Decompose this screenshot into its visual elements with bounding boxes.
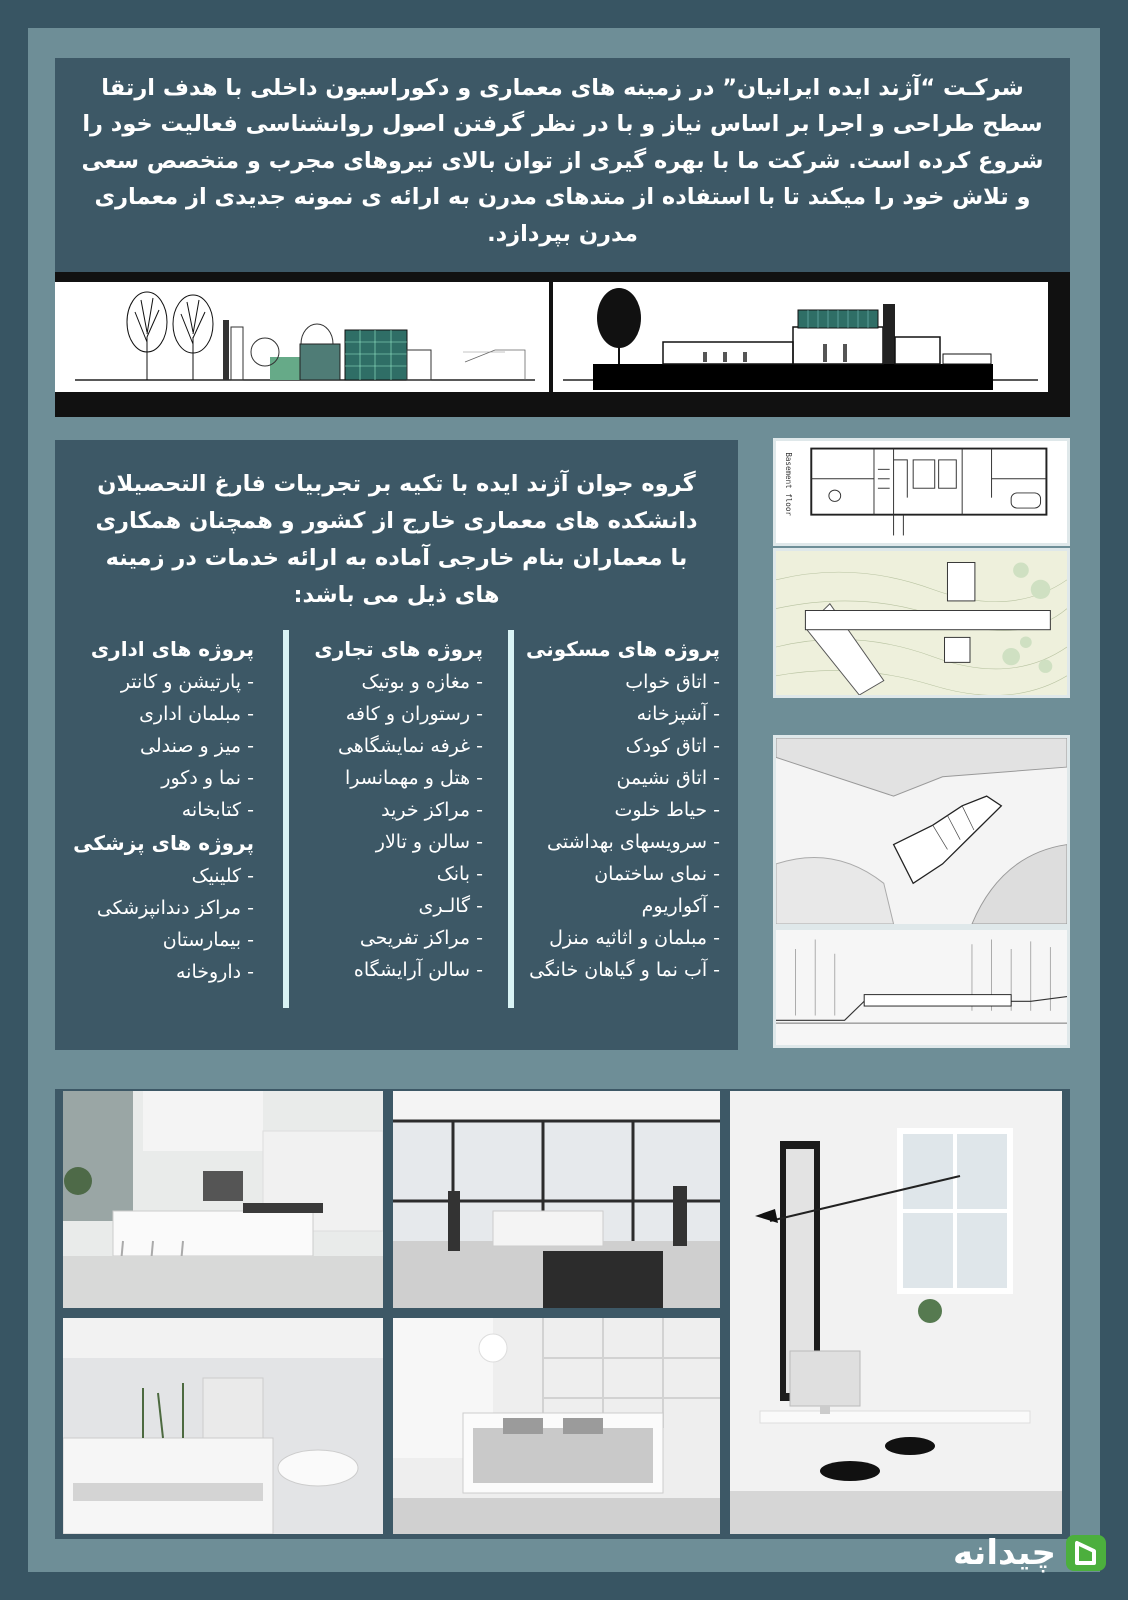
office-list (73, 666, 254, 826)
list-item: - میز و صندلی (139, 735, 254, 757)
kitchen-photo (63, 1091, 383, 1308)
residential-list (526, 666, 720, 986)
photo-gallery (55, 1089, 1070, 1539)
list-item: - آکواریوم (641, 895, 720, 917)
basement-floor-label: Basement floor (783, 452, 793, 516)
list-item: - گالـری (418, 895, 483, 917)
list-item: - بیمارستان (162, 929, 254, 951)
list-item: - اتاق خواب (625, 671, 720, 693)
list-item: - مبلمان اداری (139, 703, 254, 725)
elevation-strip (55, 272, 1070, 417)
list-item: - سرویسهای بهداشتی (547, 831, 720, 853)
list-item: - بانک (436, 863, 483, 885)
landscape-plan (773, 735, 1070, 927)
brand-mark-icon (1064, 1533, 1108, 1573)
commercial-list (314, 666, 483, 986)
residential-column (526, 634, 720, 986)
office-column (73, 634, 254, 988)
list-item: - نما و دکور (161, 767, 254, 789)
services-intro: گروه جوان آژند ایده با تکیه بر تجربیات فارغ التحصیلان دانشکده های معماری خارج از کشور و همچنان همکاری با معماران بنام خارجی آماده به ارائه خدمات در زمینه های ذیل می باشد: (95, 471, 698, 608)
commercial-column (314, 634, 483, 986)
medical-list (73, 860, 254, 988)
bedroom-photo (393, 1318, 720, 1534)
bathroom-photo (63, 1318, 383, 1534)
living-room-photo (393, 1091, 720, 1308)
list-item: - آشپزخانه (636, 703, 720, 725)
brand-logo (953, 1530, 1108, 1576)
list-item: - هتل و مهمانسرا (344, 767, 483, 789)
list-item: - حیاط خلوت (614, 799, 720, 821)
home-office-photo (730, 1091, 1062, 1534)
list-item: - کتابخانه (181, 799, 254, 821)
list-item: - مغازه و بوتیک (361, 671, 483, 693)
basement-floor-plan (773, 438, 1070, 546)
list-item: - مراکز دندانپزشکی (96, 897, 254, 919)
list-item: - رستوران و کافه (345, 703, 483, 725)
list-item: - اتاق کودک (625, 735, 720, 757)
column-divider (283, 630, 289, 1008)
list-item: - کلینیک (191, 865, 254, 887)
commercial-title: پروژه های تجاری (314, 637, 483, 661)
list-item: - اتاق نشیمن (616, 767, 720, 789)
list-item: - پارتیشن و کانتر (120, 671, 254, 693)
list-item: - مراکز تفریحی (359, 927, 483, 949)
intro-text: شرکـت “آژند ایده ایرانیان” در زمینه های معماری و دکوراسیون داخلی با هدف ارتقا سطح طراحی و اجرا بر اساس نیاز و با در نظر گرفتن اصول روانشناسی فعالیت خود را شروع کرده است. شرکت ما با بهره گیری از توان بالای نیروهای مجرب و متخصص سعی و تلاش خود را میکند تا با استفاده از متدهای مدرن به ارائه ی نمونه جدیدی از معماری مدرن بپردازد. (55, 58, 1070, 272)
list-item: - مراکز خرید (381, 799, 483, 821)
site-plan (773, 548, 1070, 698)
winter-section-drawing (773, 927, 1070, 1048)
residential-title: پروژه های مسکونی (526, 637, 720, 661)
list-item: - داروخانه (176, 961, 254, 983)
office-title: پروژه های اداری (90, 637, 254, 661)
services-panel (55, 440, 738, 1050)
list-item: - نمای ساختمان (594, 863, 720, 885)
list-item: - مبلمان و اثاثیه منزل (549, 927, 720, 949)
list-item: - آب نما و گیاهان خانگی (529, 959, 720, 981)
medical-title: پروژه های پزشکی (73, 831, 254, 855)
brand-name: چیدانه (952, 1533, 1056, 1573)
list-item: - غرفه نمایشگاهی (337, 735, 483, 757)
elevation-drawing-right (553, 282, 1048, 392)
elevation-drawing-left (55, 282, 549, 392)
list-item: - سالن و تالار (375, 831, 483, 853)
column-divider (508, 630, 514, 1008)
list-item: - سالن آرایشگاه (353, 959, 483, 981)
